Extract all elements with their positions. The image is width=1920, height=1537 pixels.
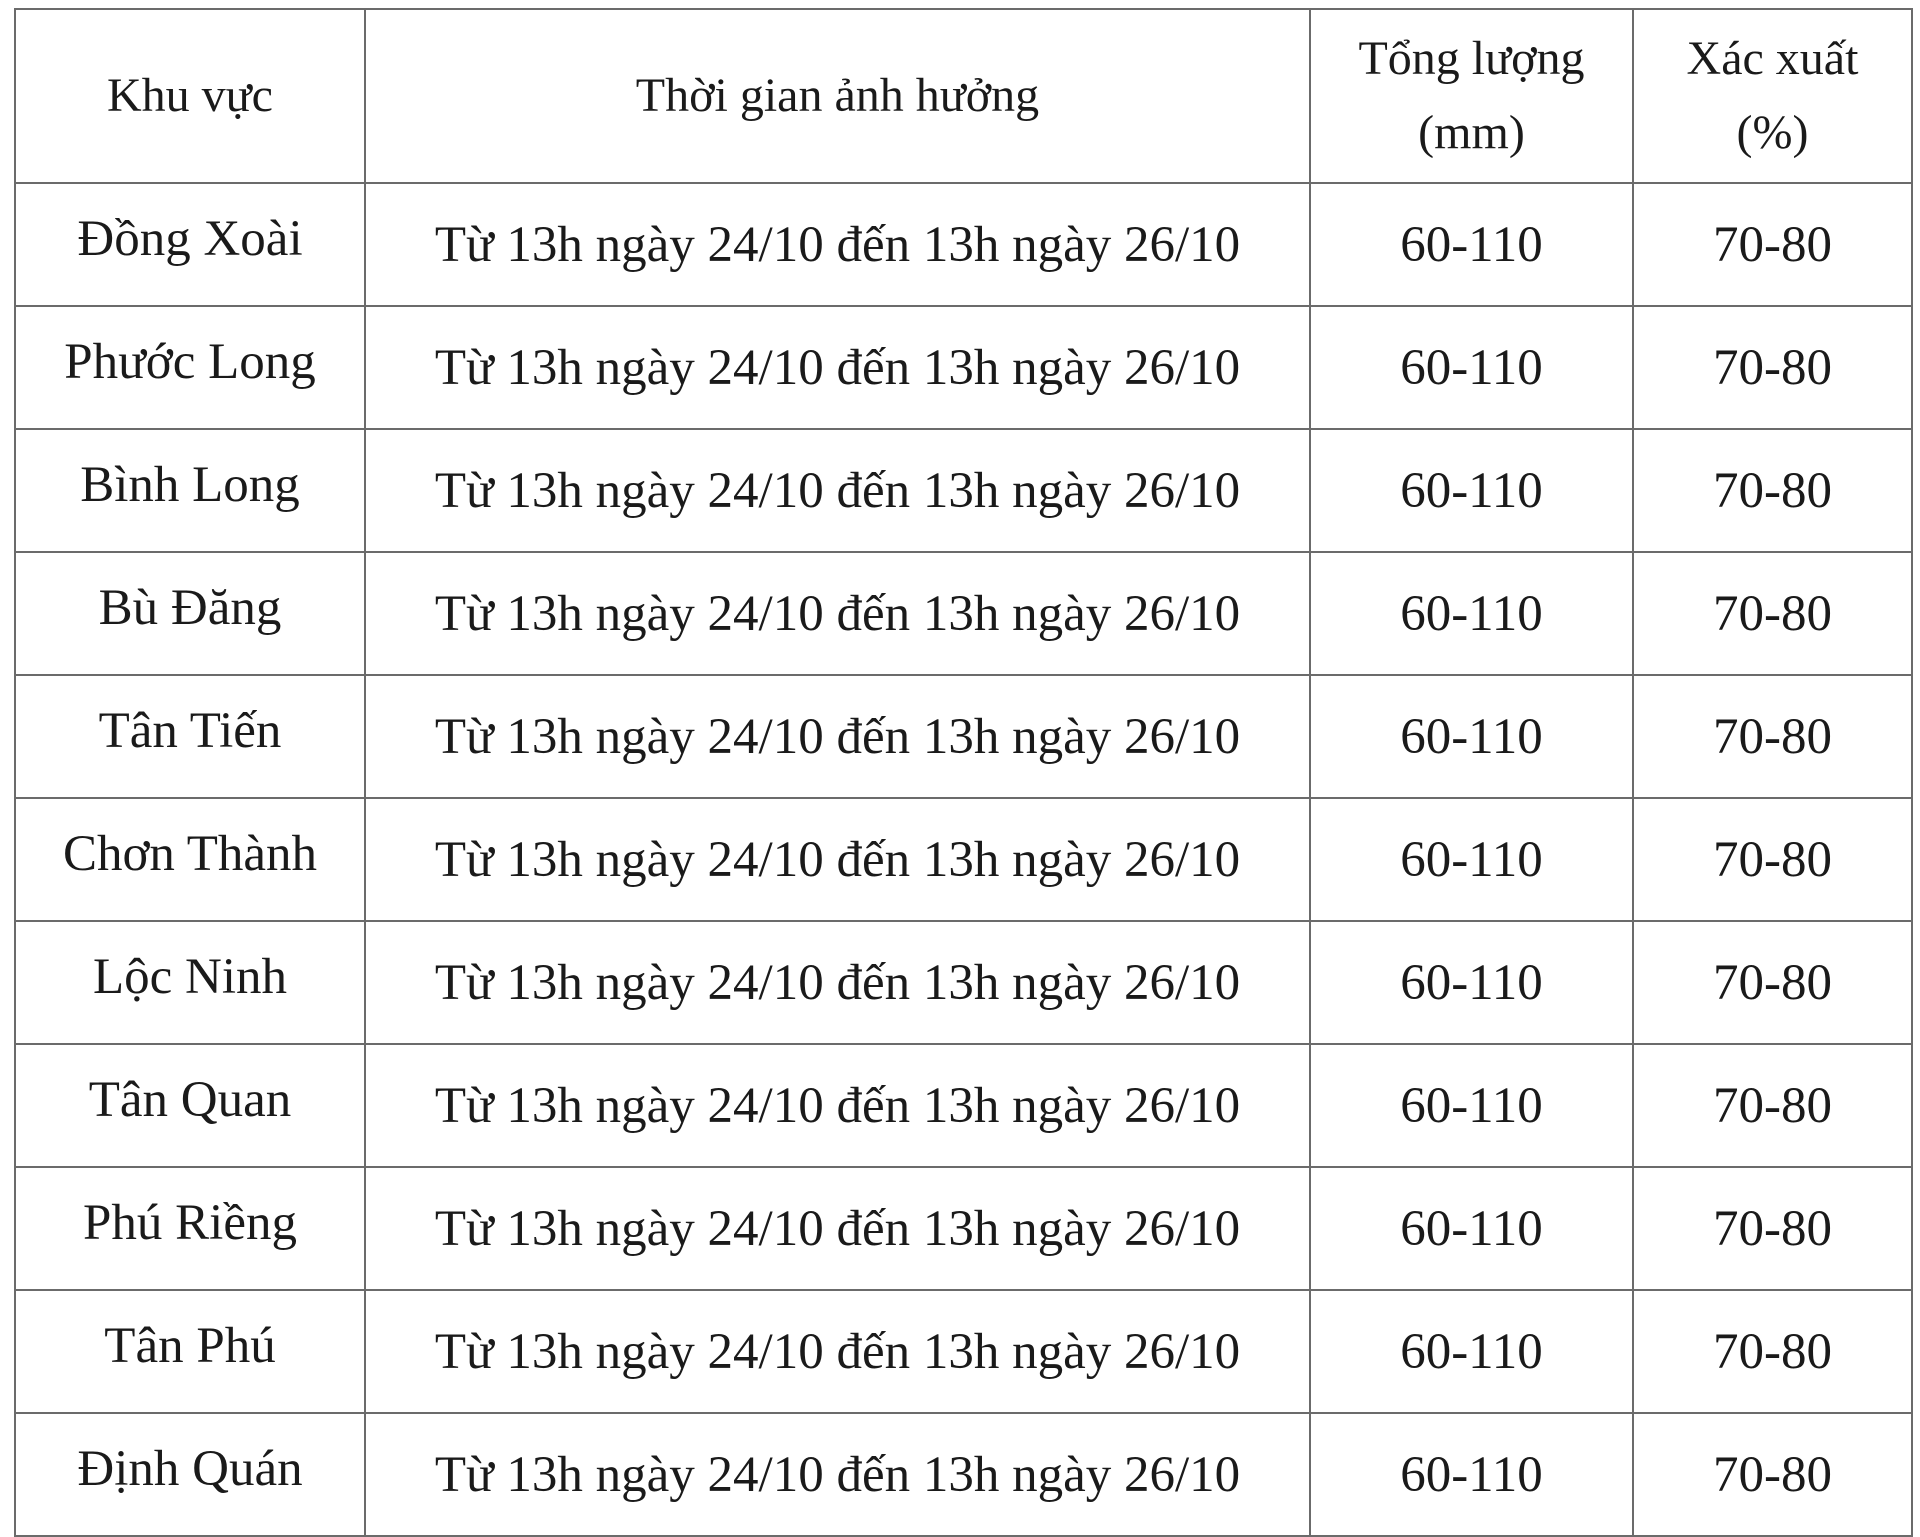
header-row: [15, 9, 1912, 183]
area-cell: Phước Long: [15, 306, 365, 429]
area-cell: Định Quán: [15, 1413, 365, 1536]
probability-cell: 70-80: [1633, 798, 1912, 921]
table-row: [15, 1290, 1912, 1413]
header-total-line1: Tổng lượng: [1358, 32, 1585, 85]
total-cell: 60-110: [1310, 429, 1633, 552]
area-cell: Tân Phú: [15, 1290, 365, 1413]
area-cell: Tân Tiến: [15, 675, 365, 798]
table-row: [15, 429, 1912, 552]
header-probability: [1633, 9, 1912, 183]
time-cell: Từ 13h ngày 24/10 đến 13h ngày 26/10: [365, 921, 1310, 1044]
probability-cell: 70-80: [1633, 1413, 1912, 1536]
total-cell: 60-110: [1310, 798, 1633, 921]
table-row: [15, 1167, 1912, 1290]
area-cell: Bù Đăng: [15, 552, 365, 675]
probability-cell: 70-80: [1633, 1167, 1912, 1290]
probability-cell: 70-80: [1633, 921, 1912, 1044]
area-cell: Bình Long: [15, 429, 365, 552]
total-cell: 60-110: [1310, 921, 1633, 1044]
total-cell: 60-110: [1310, 675, 1633, 798]
total-cell: 60-110: [1310, 552, 1633, 675]
probability-cell: 70-80: [1633, 183, 1912, 306]
time-cell: Từ 13h ngày 24/10 đến 13h ngày 26/10: [365, 429, 1310, 552]
header-total-line2: (mm): [1418, 106, 1525, 159]
time-cell: Từ 13h ngày 24/10 đến 13h ngày 26/10: [365, 552, 1310, 675]
header-area: Khu vực: [15, 9, 365, 183]
time-cell: Từ 13h ngày 24/10 đến 13h ngày 26/10: [365, 306, 1310, 429]
header-prob-line1: Xác xuất: [1686, 32, 1859, 85]
probability-cell: 70-80: [1633, 1290, 1912, 1413]
time-cell: Từ 13h ngày 24/10 đến 13h ngày 26/10: [365, 1167, 1310, 1290]
time-cell: Từ 13h ngày 24/10 đến 13h ngày 26/10: [365, 1044, 1310, 1167]
time-cell: Từ 13h ngày 24/10 đến 13h ngày 26/10: [365, 1413, 1310, 1536]
table-row: [15, 183, 1912, 306]
table-row: [15, 1413, 1912, 1536]
total-cell: 60-110: [1310, 1167, 1633, 1290]
probability-cell: 70-80: [1633, 552, 1912, 675]
header-prob-line2: (%): [1736, 106, 1809, 159]
probability-cell: 70-80: [1633, 429, 1912, 552]
total-cell: 60-110: [1310, 183, 1633, 306]
area-cell: Phú Riềng: [15, 1167, 365, 1290]
time-cell: Từ 13h ngày 24/10 đến 13h ngày 26/10: [365, 1290, 1310, 1413]
table-row: [15, 306, 1912, 429]
table-row: [15, 552, 1912, 675]
table-row: [15, 921, 1912, 1044]
table-row: [15, 675, 1912, 798]
time-cell: Từ 13h ngày 24/10 đến 13h ngày 26/10: [365, 183, 1310, 306]
table-row: [15, 798, 1912, 921]
total-cell: 60-110: [1310, 1290, 1633, 1413]
time-cell: Từ 13h ngày 24/10 đến 13h ngày 26/10: [365, 798, 1310, 921]
probability-cell: 70-80: [1633, 1044, 1912, 1167]
header-total: [1310, 9, 1633, 183]
table-row: [15, 1044, 1912, 1167]
time-cell: Từ 13h ngày 24/10 đến 13h ngày 26/10: [365, 675, 1310, 798]
total-cell: 60-110: [1310, 1044, 1633, 1167]
rainfall-forecast-table: [14, 8, 1913, 1537]
area-cell: Đồng Xoài: [15, 183, 365, 306]
area-cell: Chơn Thành: [15, 798, 365, 921]
header-time: Thời gian ảnh hưởng: [365, 9, 1310, 183]
total-cell: 60-110: [1310, 306, 1633, 429]
probability-cell: 70-80: [1633, 675, 1912, 798]
area-cell: Tân Quan: [15, 1044, 365, 1167]
probability-cell: 70-80: [1633, 306, 1912, 429]
area-cell: Lộc Ninh: [15, 921, 365, 1044]
total-cell: 60-110: [1310, 1413, 1633, 1536]
